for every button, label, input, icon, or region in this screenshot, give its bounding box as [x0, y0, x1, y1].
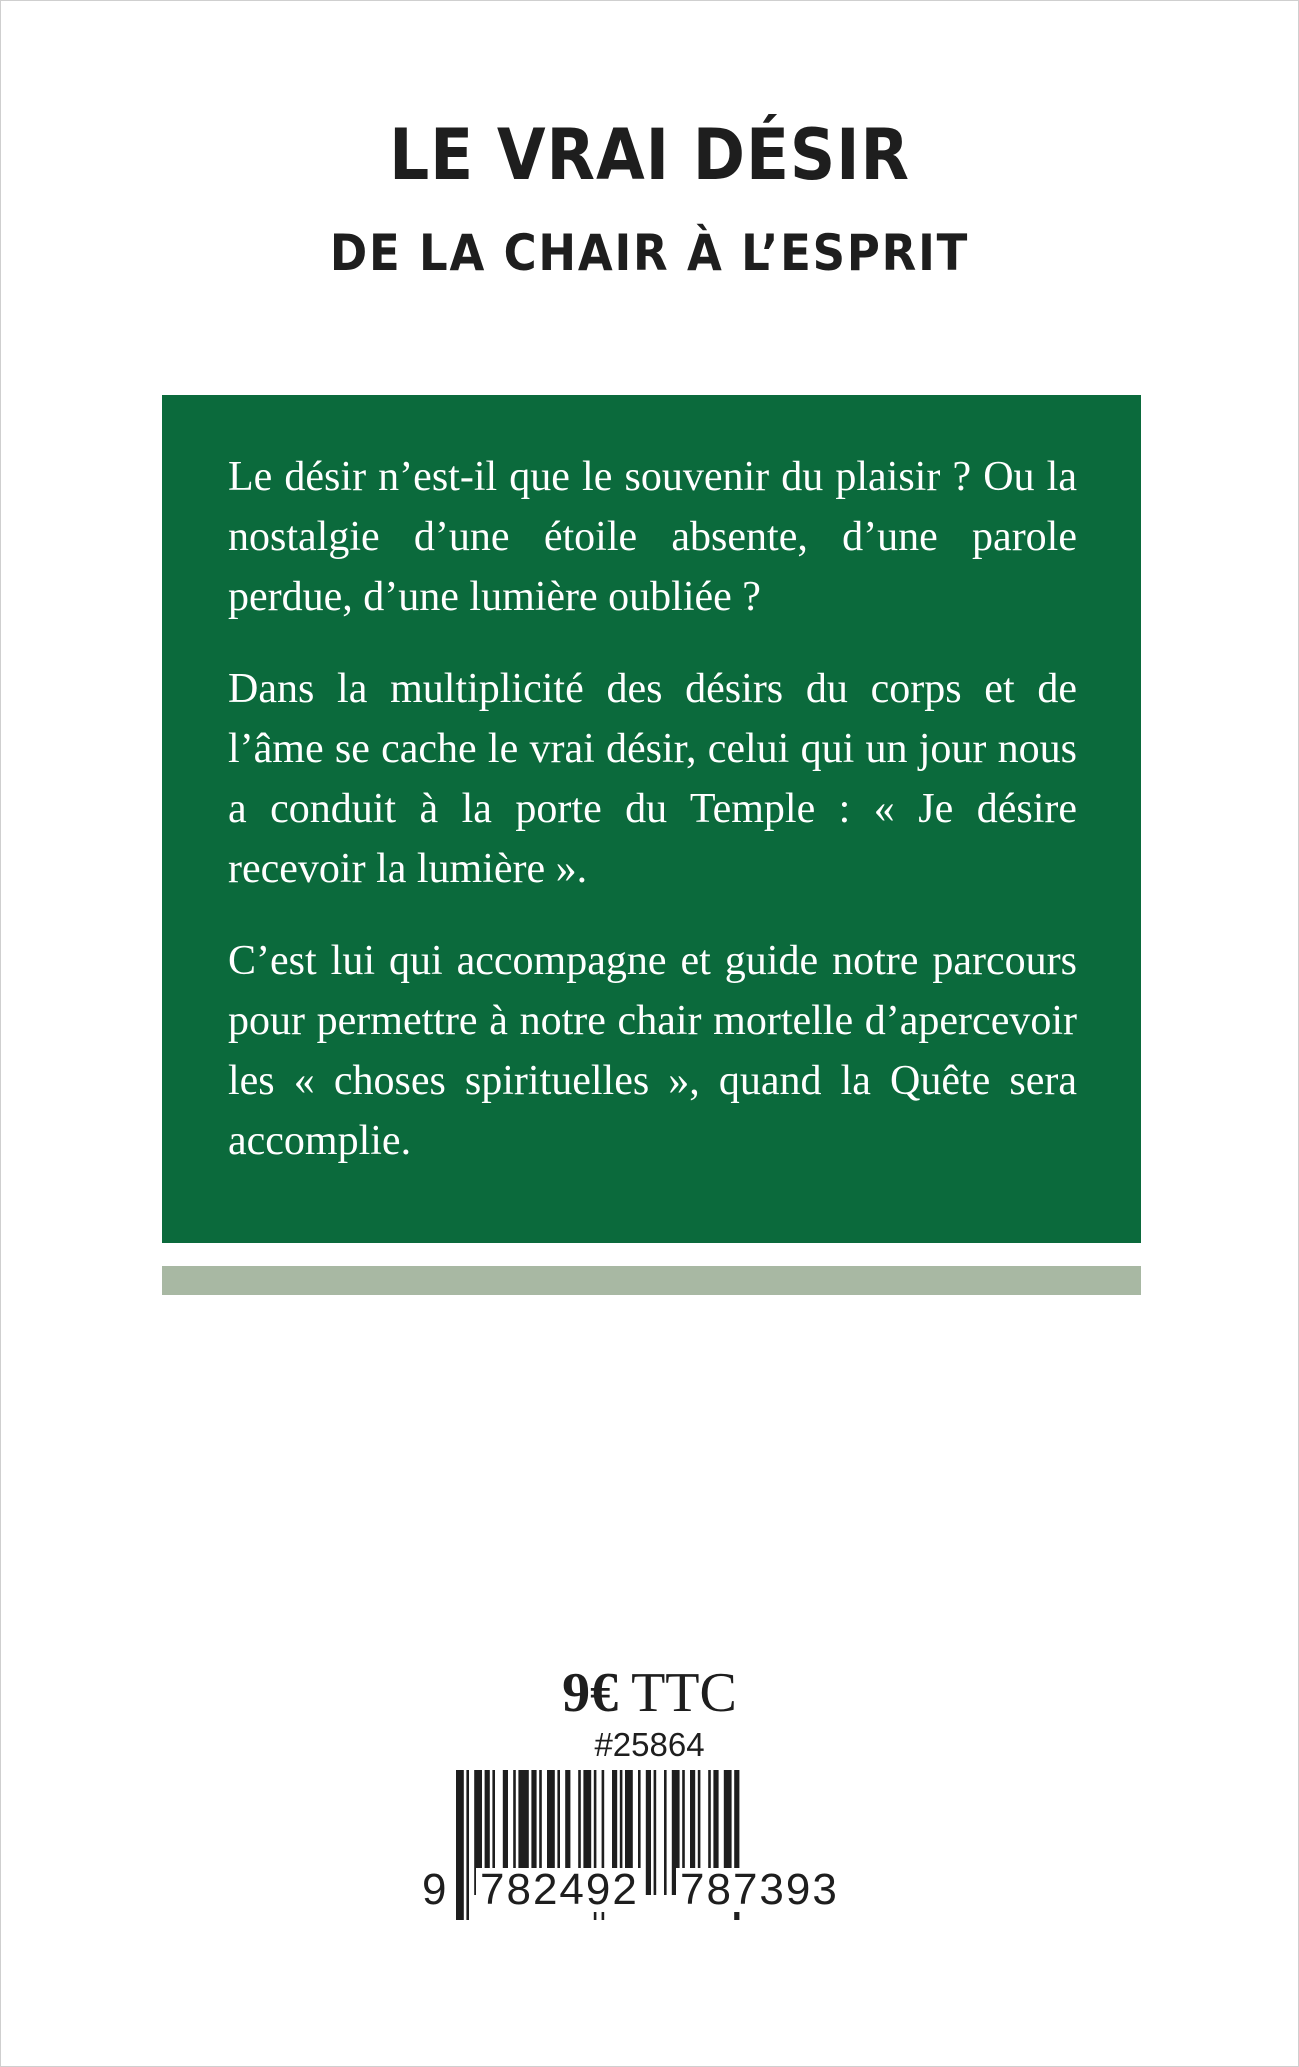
- price: [0, 1662, 1299, 1724]
- barcode-bar: [664, 1770, 667, 1895]
- barcode-bar: [646, 1770, 651, 1895]
- blurb-box: [162, 395, 1141, 1243]
- book-subtitle: DE LA CHAIR À L’ESPRIT: [329, 224, 970, 282]
- blurb-paragraph-3: C’est lui qui accompagne et guide notre parcours pour permettre à notre chair mortelle d’apercevoir les « choses spirituelles », quand la Quête sera accomplie.: [228, 938, 1077, 1164]
- book-title: LE VRAI DÉSIR: [389, 114, 910, 196]
- barcode-bar: [466, 1770, 469, 1920]
- barcode-bar: [456, 1770, 464, 1920]
- barcode-digits-right: 787393: [676, 1868, 843, 1912]
- barcode-digit-first: 9: [418, 1868, 450, 1912]
- blurb-paragraph-1: Le désir n’est-il que le souvenir du plaisir ? Ou la nostalgie d’une étoile absente, d’une parole perdue, d’une lumière oubliée ?: [228, 454, 1077, 620]
- blurb-paragraph-2: Dans la multiplicité des désirs du corps et de l’âme se cache le vrai désir, celui qui un jour nous a conduit à la porte du Temple : « Je désire recevoir la lumière ».: [228, 666, 1077, 892]
- divider-band: [162, 1266, 1141, 1295]
- price-suffix: TTC: [618, 1662, 737, 1724]
- barcode-bar: [654, 1770, 657, 1895]
- price-amount: 9€: [562, 1662, 619, 1724]
- barcode-digits-left: 782492: [476, 1868, 643, 1912]
- reference-number: #25864: [594, 1726, 705, 1763]
